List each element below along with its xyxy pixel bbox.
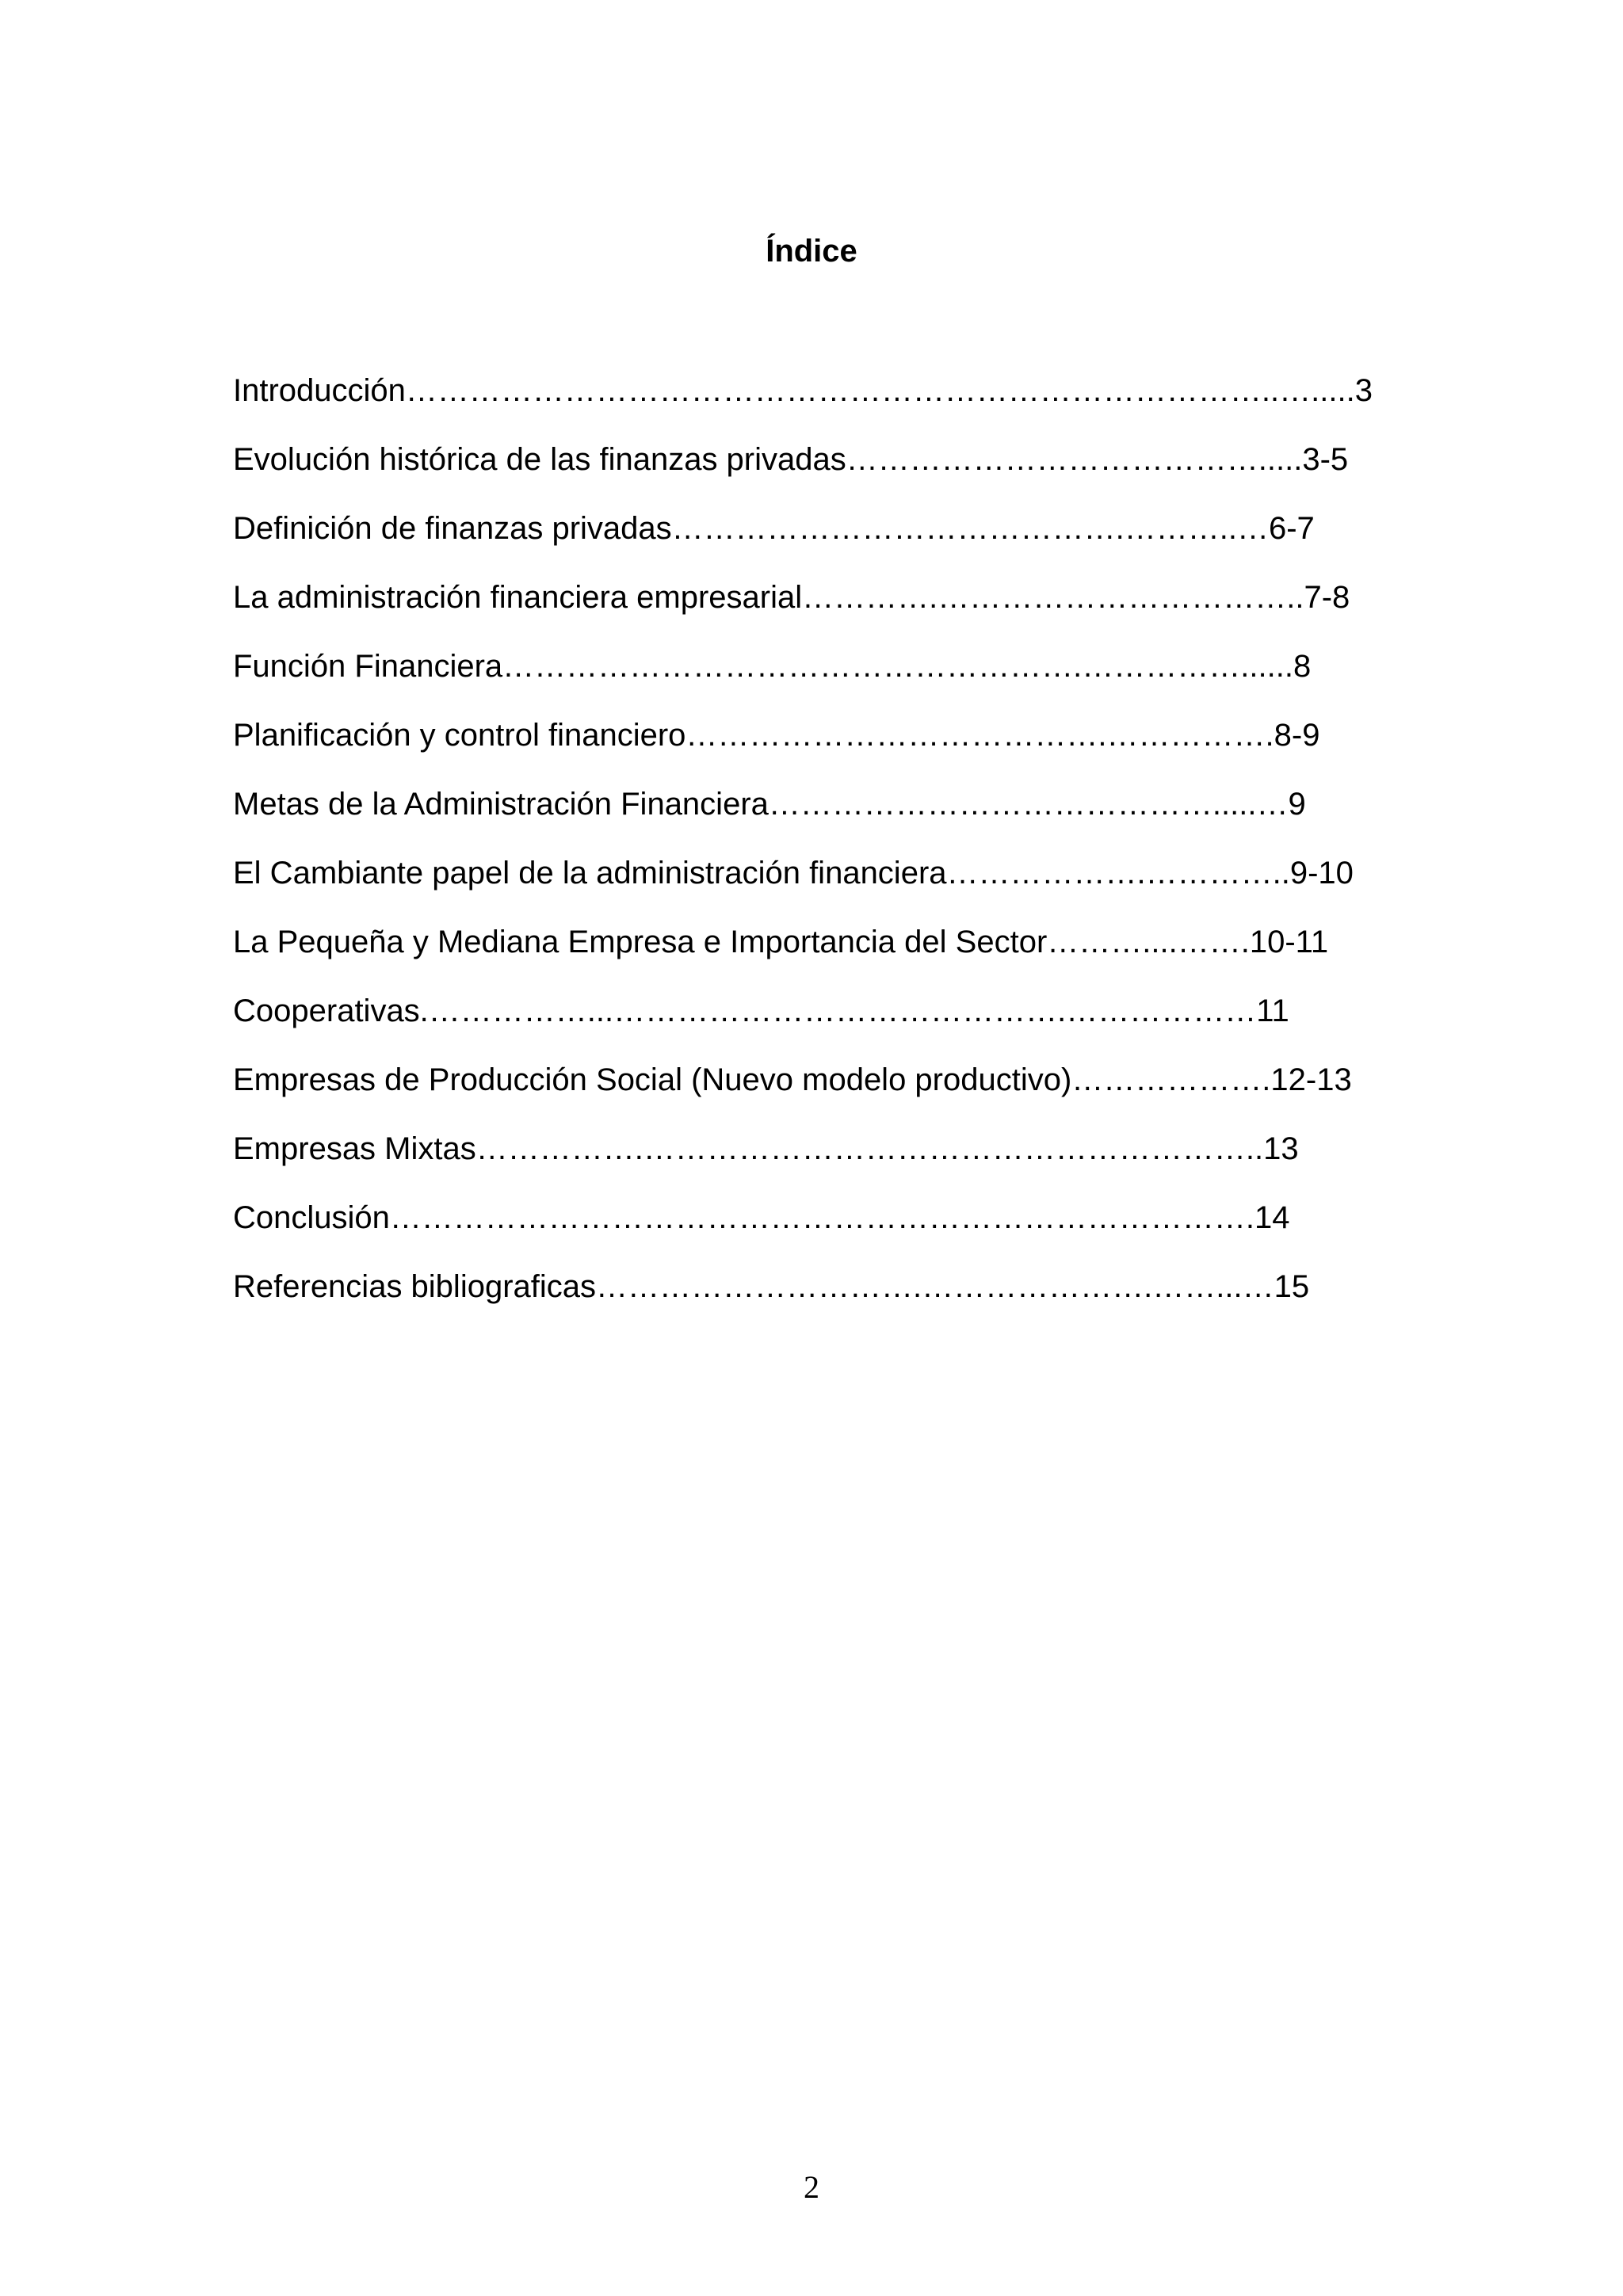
toc-entry-referencias: Referencias bibliograficas………………………….………………….……...…15 [233,1269,1310,1304]
page-title: Índice [766,234,857,269]
toc-entry-planificacion-control: Planificación y control financiero………………………………….…………….8-9 [233,718,1320,753]
toc-entry-metas-administracion: Metas de la Administración Financiera…………………………………….....…9 [233,787,1306,822]
toc-entry-cooperativas: Cooperativas.……………...…………………………………….………………11 [233,994,1289,1028]
toc-entry-evolucion-historica: Evolución histórica de las finanzas privadas………………………………….....3-5 [233,442,1349,477]
toc-entry-definicion-finanzas: Definición de finanzas privadas…………………………………….………..…6-7 [233,511,1315,546]
table-of-contents [233,369,1501,1334]
page-number: 2 [804,2169,819,2205]
toc-entry-cambiante-papel: El Cambiante papel de la administración financiera……………….…………..9-10 [233,856,1354,891]
toc-entry-pequena-mediana-empresa: La Pequeña y Mediana Empresa e Importancia del Sector………....…….10-11 [233,925,1329,959]
toc-entry-empresas-produccion-social: Empresas de Producción Social (Nuevo modelo productivo)……………….12-13 [233,1062,1352,1097]
toc-entry-funcion-financiera: Función Financiera……………………………………………….……………......8 [233,649,1312,684]
toc-entry-introduccion: Introducción………………………………………………………………………..….....3 [233,373,1373,408]
toc-entry-conclusion: Conclusión……………………………………………………………………….14 [233,1200,1290,1235]
toc-entry-administracion-financiera: La administración financiera empresarial………….……………………………..7-8 [233,580,1350,615]
toc-entry-empresas-mixtas: Empresas Mixtas…………….…………………………………………………..13 [233,1131,1299,1166]
